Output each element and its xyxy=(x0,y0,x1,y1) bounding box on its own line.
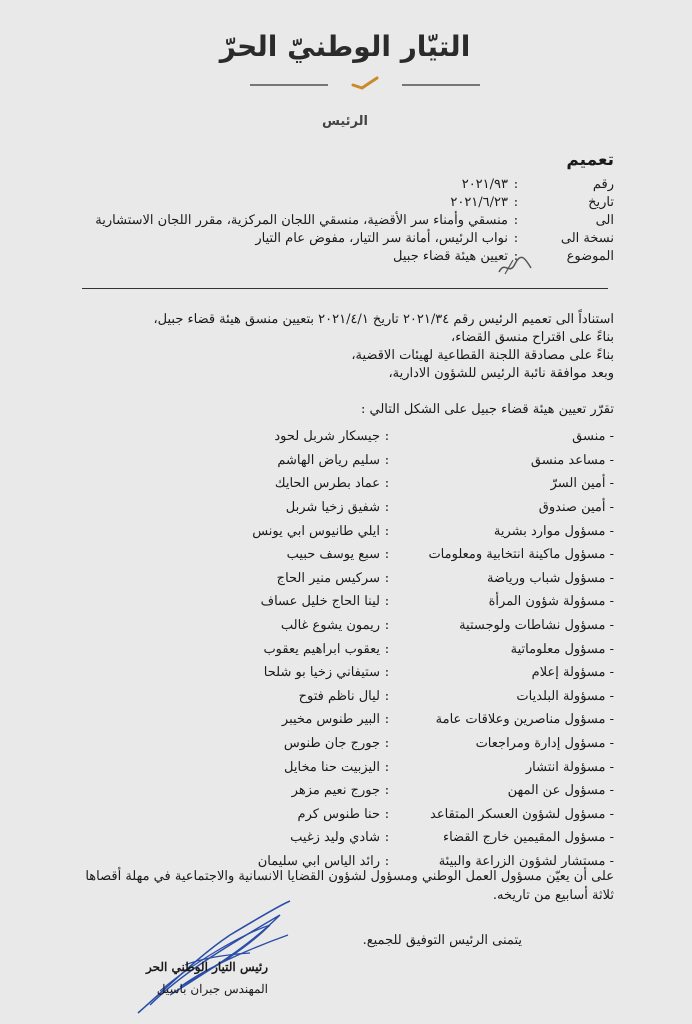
member-name: جورج نعيم مزهر xyxy=(291,783,380,799)
member-name: سليم رياض الهاشم xyxy=(277,452,380,468)
member-name: ريمون يشوع غالب xyxy=(280,618,380,634)
signatory-name: المهندس جبران باسيل xyxy=(156,982,268,996)
party-logo xyxy=(200,30,490,90)
intro-line: بناءً على اقتراح منسق القضاء، xyxy=(451,330,614,345)
list-item xyxy=(54,779,614,803)
meta-colon: : xyxy=(513,213,519,228)
decision-line: تقرّر تعيين هيئة قضاء جبيل على الشكل التالي : xyxy=(360,402,614,417)
meta-row xyxy=(54,212,614,230)
member-name: حنا طنوس كرم xyxy=(297,806,380,822)
list-item xyxy=(54,685,614,709)
member-colon: : xyxy=(384,665,390,681)
list-item xyxy=(54,543,614,567)
member-role: - مسؤولة البلديات xyxy=(516,688,614,704)
member-colon: : xyxy=(384,523,390,539)
list-item xyxy=(54,567,614,591)
member-name: يعقوب ابراهيم يعقوب xyxy=(263,641,380,657)
list-item xyxy=(54,590,614,614)
list-item xyxy=(54,803,614,827)
member-name: سركيس منير الحاج xyxy=(276,570,380,586)
meta-label: تاريخ xyxy=(588,195,614,210)
initials-stamp-icon xyxy=(495,254,535,278)
meta-label: رقم xyxy=(592,177,614,192)
member-colon: : xyxy=(384,547,390,563)
list-item xyxy=(54,826,614,850)
member-colon: : xyxy=(384,429,390,445)
meta-label: الى xyxy=(595,213,614,228)
list-item xyxy=(54,496,614,520)
member-role: - مسؤولة شؤون المرأة xyxy=(488,594,614,610)
member-colon: : xyxy=(384,806,390,822)
logo-divider xyxy=(250,76,480,90)
member-name: لينا الحاج خليل عساف xyxy=(260,594,380,610)
member-name: ايلي طانيوس ابي يونس xyxy=(252,523,380,539)
document-meta xyxy=(54,176,614,266)
member-name: شفيق زخيا شربل xyxy=(285,500,380,516)
member-colon: : xyxy=(384,830,390,846)
member-colon: : xyxy=(384,853,390,869)
member-role: - أمين السرّ xyxy=(550,476,614,492)
member-role: - مسؤول موارد بشرية xyxy=(493,523,614,539)
meta-row xyxy=(54,194,614,212)
list-item xyxy=(54,425,614,449)
member-colon: : xyxy=(384,570,390,586)
list-item xyxy=(54,449,614,473)
wish-line: يتمنى الرئيس التوفيق للجميع. xyxy=(362,933,522,948)
list-item xyxy=(54,614,614,638)
signatory-title: رئيس التيار الوطني الحر xyxy=(146,960,268,974)
member-role: - مسؤول معلوماتية xyxy=(510,641,614,657)
member-colon: : xyxy=(384,736,390,752)
member-role: - مسؤولة إعلام xyxy=(531,665,614,681)
intro-paragraph xyxy=(54,311,614,383)
meta-value: نواب الرئيس، أمانة سر التيار، مفوض عام التيار xyxy=(255,231,508,246)
list-item xyxy=(54,732,614,756)
list-item xyxy=(54,661,614,685)
list-item xyxy=(54,755,614,779)
meta-colon: : xyxy=(513,231,519,246)
header-rule xyxy=(82,288,608,289)
meta-row xyxy=(54,176,614,194)
member-role: - أمين صندوق xyxy=(538,500,614,516)
member-name: شادي وليد زغيب xyxy=(290,830,380,846)
member-colon: : xyxy=(384,712,390,728)
list-item xyxy=(54,708,614,732)
closing-line: على أن يعيّن مسؤول العمل الوطني ومسؤول لشؤون القضايا الانسانية والاجتماعية في مهلة أقصاها xyxy=(85,869,614,884)
members-list xyxy=(54,425,614,873)
meta-value: ٢٠٢١/٩٣ xyxy=(461,177,508,192)
member-role: - مستشار لشؤون الزراعة والبيئة xyxy=(438,853,614,869)
closing-line: ثلاثة أسابيع من تاريخه. xyxy=(492,888,614,903)
member-name: ستيفاني زخيا بو شلحا xyxy=(263,665,380,681)
member-role: - مسؤولة انتشار xyxy=(525,759,614,775)
logo-text: التيّار الوطنيّ الحرّ xyxy=(219,30,471,63)
member-colon: : xyxy=(384,641,390,657)
meta-row xyxy=(54,230,614,248)
list-item xyxy=(54,472,614,496)
member-colon: : xyxy=(384,476,390,492)
meta-value: ٢٠٢١/٦/٢٣ xyxy=(450,195,508,210)
meta-value: تعيين هيئة قضاء جبيل xyxy=(393,249,508,264)
member-colon: : xyxy=(384,594,390,610)
member-name: رائد الياس ابي سليمان xyxy=(257,853,380,869)
member-name: البير طنوس مخيبر xyxy=(281,712,380,728)
member-role: - مسؤول ماكينة انتخابية ومعلومات xyxy=(428,547,614,563)
intro-line: استناداً الى تعميم الرئيس رقم ٢٠٢١/٣٤ تاريخ ٢٠٢١/٤/١ بتعيين منسق هيئة قضاء جبيل، xyxy=(153,312,614,327)
member-name: عماد بطرس الحايك xyxy=(274,476,380,492)
member-role: - مسؤول شباب ورياضة xyxy=(487,570,614,586)
member-name: اليزبيت حنا مخايل xyxy=(284,759,380,775)
signature-block xyxy=(118,956,268,1000)
meta-value: منسقي وأمناء سر الأقضية، منسقي اللجان المركزية، مقرر اللجان الاستشارية xyxy=(95,213,508,228)
member-role: - مسؤول إدارة ومراجعات xyxy=(475,736,614,752)
meta-colon: : xyxy=(513,195,519,210)
member-colon: : xyxy=(384,688,390,704)
logo-mark-icon xyxy=(350,76,380,90)
member-name: جورج جان طنوس xyxy=(283,736,380,752)
member-colon: : xyxy=(384,452,390,468)
member-role: - مسؤول مناصرين وعلاقات عامة xyxy=(435,712,614,728)
list-item xyxy=(54,519,614,543)
member-colon: : xyxy=(384,618,390,634)
member-colon: : xyxy=(384,783,390,799)
meta-colon: : xyxy=(513,177,519,192)
member-name: جيسكار شربل لحود xyxy=(274,429,380,445)
intro-line: وبعد موافقة نائبة الرئيس للشؤون الادارية، xyxy=(388,366,614,381)
intro-line: بناءً على مصادقة اللجنة القطاعية لهيئات الاقضية، xyxy=(351,348,614,363)
member-role: - مسؤول عن المهن xyxy=(507,783,614,799)
member-colon: : xyxy=(384,759,390,775)
meta-colon: : xyxy=(513,249,519,264)
member-name: سبع يوسف حبيب xyxy=(286,547,380,563)
list-item xyxy=(54,637,614,661)
header-subtitle: الرئيس xyxy=(322,114,368,129)
logo-line-right xyxy=(402,84,480,86)
logo-line-left xyxy=(250,84,328,86)
member-role: - مساعد منسق xyxy=(530,452,614,468)
document-title: تعميم xyxy=(566,150,614,170)
member-role: - مسؤول المقيمين خارج القضاء xyxy=(442,830,614,846)
member-role: - مسؤول نشاطات ولوجستية xyxy=(459,618,614,634)
member-colon: : xyxy=(384,500,390,516)
meta-label: نسخة الى xyxy=(560,231,614,246)
member-role: - منسق xyxy=(572,429,614,445)
meta-label: الموضوع xyxy=(566,249,614,264)
member-name: ليال ناظم فتوح xyxy=(298,688,380,704)
member-role: - مسؤول لشؤون العسكر المتقاعد xyxy=(430,806,614,822)
